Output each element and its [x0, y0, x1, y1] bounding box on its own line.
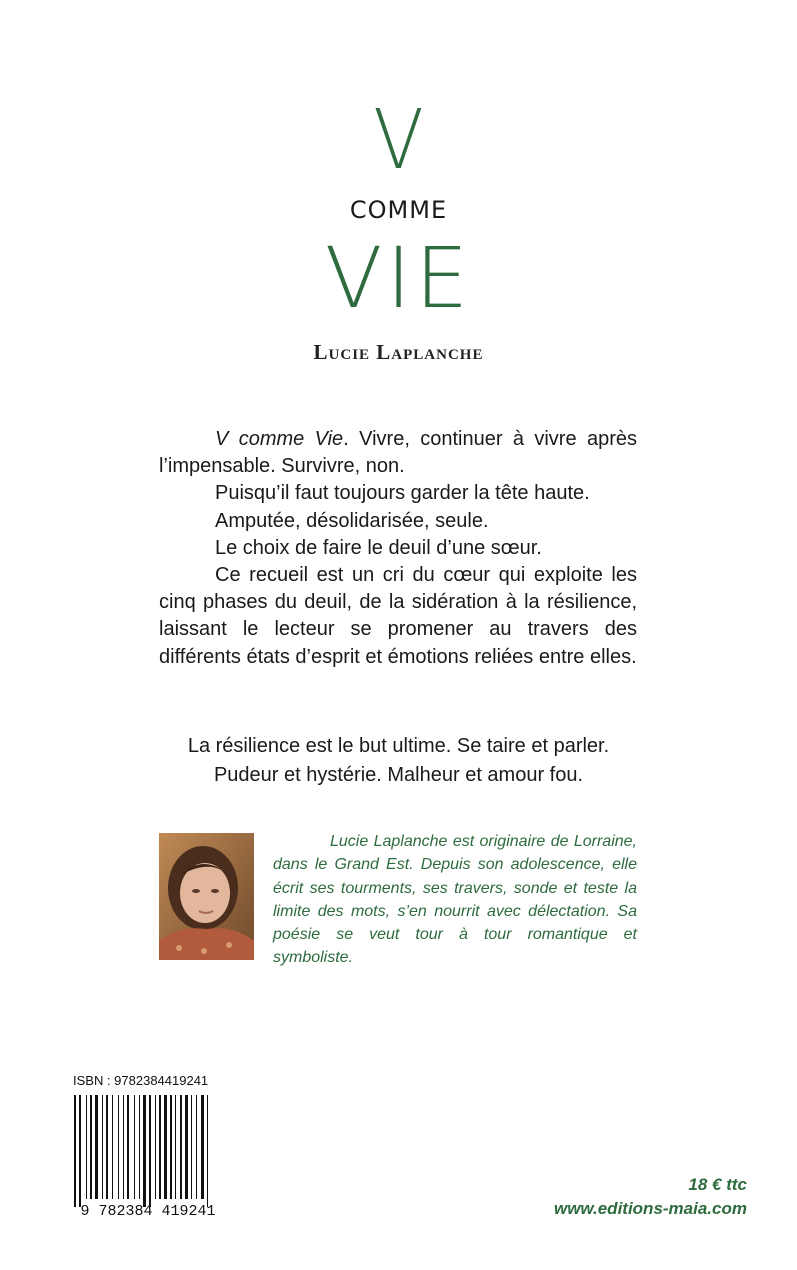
author-photo-image	[159, 833, 254, 960]
barcode-bar	[118, 1095, 119, 1199]
barcode-bars	[74, 1095, 208, 1207]
isbn-label: ISBN : 9782384419241	[73, 1073, 209, 1088]
barcode-bar	[180, 1095, 182, 1199]
barcode-bar	[170, 1095, 172, 1199]
barcode-bar	[207, 1095, 208, 1207]
publisher-website: www.editions-maia.com	[553, 1199, 747, 1218]
barcode-bar	[134, 1095, 135, 1199]
barcode-bar	[90, 1095, 92, 1199]
barcode-bar	[112, 1095, 113, 1199]
barcode-bar	[86, 1095, 87, 1199]
barcode-bar	[74, 1095, 76, 1207]
barcode-bar	[175, 1095, 176, 1199]
title-letter-v: V	[373, 93, 424, 188]
barcode-bar	[159, 1095, 161, 1199]
back-cover-blurb	[159, 426, 637, 671]
barcode-bar	[185, 1095, 188, 1199]
blurb-title-italic: V comme Vie	[215, 428, 344, 450]
barcode-bar	[123, 1095, 124, 1199]
blurb-paragraph-3: Amputée, désolidarisée, seule.	[215, 509, 489, 532]
isbn-barcode	[66, 1095, 231, 1219]
barcode-digits: 9 782384 419241	[80, 1203, 216, 1219]
barcode-bar	[95, 1095, 98, 1199]
barcode-bar	[164, 1095, 167, 1199]
barcode-bar	[106, 1095, 108, 1199]
title-word-comme: COMME	[349, 196, 448, 224]
author-bio	[273, 830, 637, 970]
barcode-bar	[143, 1095, 146, 1207]
blurb-paragraph-5: Ce recueil est un cri du cœur qui exploite les cinq phases du deuil, de la sidération à la résilience, laissant le lecteur se promener au travers des différents états d’esprit et émotions reliées entre elles.	[159, 564, 637, 668]
price: 18 € ttc	[688, 1175, 747, 1194]
blurb-paragraph-4: Le choix de faire le deuil d’une sœur.	[215, 536, 542, 559]
author-name: Lucie Laplanche	[313, 340, 484, 364]
barcode-bar	[155, 1095, 156, 1199]
barcode-bar	[149, 1095, 151, 1207]
closing-line-2: Pudeur et hystérie. Malheur et amour fou.	[213, 764, 584, 786]
blurb-paragraph-1-text: . Vivre, continuer à vivre après l’impensable. Survivre, non.	[159, 428, 637, 478]
barcode-bar	[102, 1095, 103, 1199]
barcode-bar	[201, 1095, 204, 1199]
blurb-paragraph-1	[159, 426, 637, 480]
barcode-bar	[196, 1095, 197, 1199]
author-bio-text: Lucie Laplanche est originaire de Lorraine, dans le Grand Est. Depuis son adolescence, elle écrit ses tourments, ses travers, sonde et teste la limite des mots, s’en nourrit avec délectation. Sa poésie se veut tour à tour romantique et symboliste.	[273, 833, 637, 967]
closing-line-1: La résilience est le but ultime. Se taire et parler.	[187, 735, 610, 757]
author-photo	[159, 833, 254, 960]
blurb-paragraph-2: Puisqu’il faut toujours garder la tête haute.	[215, 482, 590, 505]
barcode-bar	[127, 1095, 129, 1199]
title-word-vie: VIE	[324, 229, 473, 327]
barcode-bar	[139, 1095, 140, 1199]
barcode-bar	[79, 1095, 81, 1207]
closing-lines	[0, 732, 797, 790]
barcode-bar	[191, 1095, 192, 1199]
